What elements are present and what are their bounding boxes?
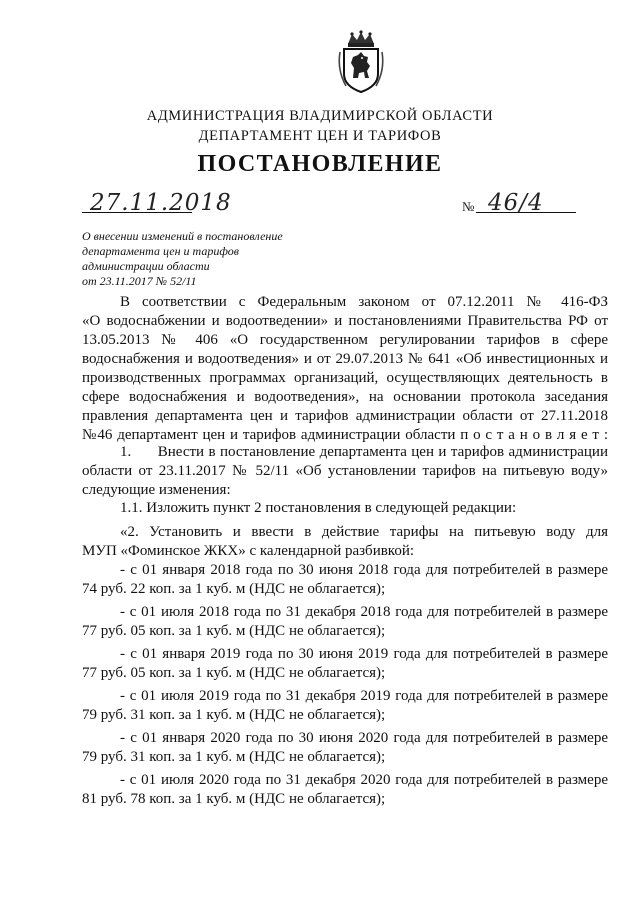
number-label: № bbox=[462, 199, 475, 214]
subject-line: администрации области bbox=[82, 259, 210, 273]
org-name-line-2: ДЕПАРТАМЕНТ ЦЕН И ТАРИФОВ bbox=[198, 128, 442, 144]
preamble-line: «О водоснабжении и водоотведении» и постановлениями Правительства РФ от bbox=[82, 313, 608, 329]
tariff-rate-line: 74 руб. 22 коп. за 1 куб. м (НДС не облагается); bbox=[82, 581, 386, 597]
tariff-period-line: - с 01 января 2018 года по 30 июня 2018 года для потребителей в размере bbox=[120, 562, 608, 578]
tariff-period-line: - с 01 июля 2019 года по 31 декабря 2019 года для потребителей в размере bbox=[120, 688, 608, 704]
preamble-line: правления департамента цен и тарифов администрации области от 27.11.2018 bbox=[82, 408, 608, 424]
number-handwritten: 46/4 bbox=[488, 190, 544, 216]
subject-line: О внесении изменений в постановление bbox=[82, 229, 283, 243]
subject-line: от 23.11.2017 № 52/11 bbox=[82, 274, 197, 288]
tariff-period-line: - с 01 января 2020 года по 30 июня 2020 года для потребителей в размере bbox=[120, 730, 608, 746]
date-handwritten: 27.11.2018 bbox=[90, 190, 232, 216]
tariff-rate-line: 77 руб. 05 коп. за 1 куб. м (НДС не облагается); bbox=[82, 623, 386, 639]
tariff-item bbox=[82, 729, 608, 767]
item-2-line: «2. Установить и ввести в действие тарифы на питьевую воду для bbox=[120, 524, 608, 540]
tariff-item bbox=[82, 561, 608, 599]
preamble-line: В соответствии с Федеральным законом от 07.12.2011 № 416-ФЗ bbox=[120, 294, 608, 310]
item-1-paragraph bbox=[82, 443, 608, 500]
tariff-item bbox=[82, 603, 608, 641]
tariff-rate-line: 77 руб. 05 коп. за 1 куб. м (НДС не облагается); bbox=[82, 665, 386, 681]
tariff-period-line: - с 01 января 2019 года по 30 июня 2019 года для потребителей в размере bbox=[120, 646, 608, 662]
preamble-line: водоснабжения и водоотведения» и от 29.07.2013 № 641 «Об инвестиционных и bbox=[82, 351, 608, 367]
preamble-paragraph bbox=[82, 293, 608, 445]
tariff-period-line: - с 01 июля 2020 года по 31 декабря 2020 года для потребителей в размере bbox=[120, 772, 608, 788]
preamble-line: №46 департамент цен и тарифов администрации области п о с т а н о в л я е т : bbox=[82, 427, 608, 443]
tariff-item bbox=[82, 771, 608, 809]
item-1-1-paragraph bbox=[82, 499, 608, 518]
tariff-rate-line: 79 руб. 31 коп. за 1 куб. м (НДС не облагается); bbox=[82, 707, 386, 723]
coat-of-arms-emblem bbox=[336, 30, 386, 94]
item-1-line: 1. Внести в постановление департамента цен и тарифов администрации bbox=[120, 444, 608, 460]
tariff-item bbox=[82, 687, 608, 725]
org-name-line-1: АДМИНИСТРАЦИЯ ВЛАДИМИРСКОЙ ОБЛАСТИ bbox=[146, 108, 494, 124]
document-title: ПОСТАНОВЛЕНИЕ bbox=[197, 151, 443, 177]
tariff-rate-line: 79 руб. 31 коп. за 1 куб. м (НДС не облагается); bbox=[82, 749, 386, 765]
item-2-paragraph bbox=[82, 523, 608, 561]
tariff-rate-line: 81 руб. 78 коп. за 1 куб. м (НДС не облагается); bbox=[82, 791, 386, 807]
subject-line: департамента цен и тарифов bbox=[82, 244, 239, 258]
tariff-period-line: - с 01 июля 2018 года по 31 декабря 2018 года для потребителей в размере bbox=[120, 604, 608, 620]
preamble-line: производственных программах организаций, осуществляющих деятельность в bbox=[82, 370, 608, 386]
preamble-line: 13.05.2013 № 406 «О государственном регулировании тарифов в сфере bbox=[82, 332, 608, 348]
item-1-line: области от 23.11.2017 № 52/11 «Об установлении тарифов на питьевую воду» bbox=[82, 463, 608, 479]
preamble-line: сфере водоснабжения и водоотведения», на основании протокола заседания bbox=[82, 389, 608, 405]
tariff-item bbox=[82, 645, 608, 683]
item-1-1-text: 1.1. Изложить пункт 2 постановления в следующей редакции: bbox=[120, 500, 517, 516]
document-subject bbox=[82, 229, 322, 289]
item-2-line: МУП «Фоминское ЖКХ» с календарной разбивкой: bbox=[82, 543, 415, 559]
item-1-line: следующие изменения: bbox=[82, 482, 231, 498]
